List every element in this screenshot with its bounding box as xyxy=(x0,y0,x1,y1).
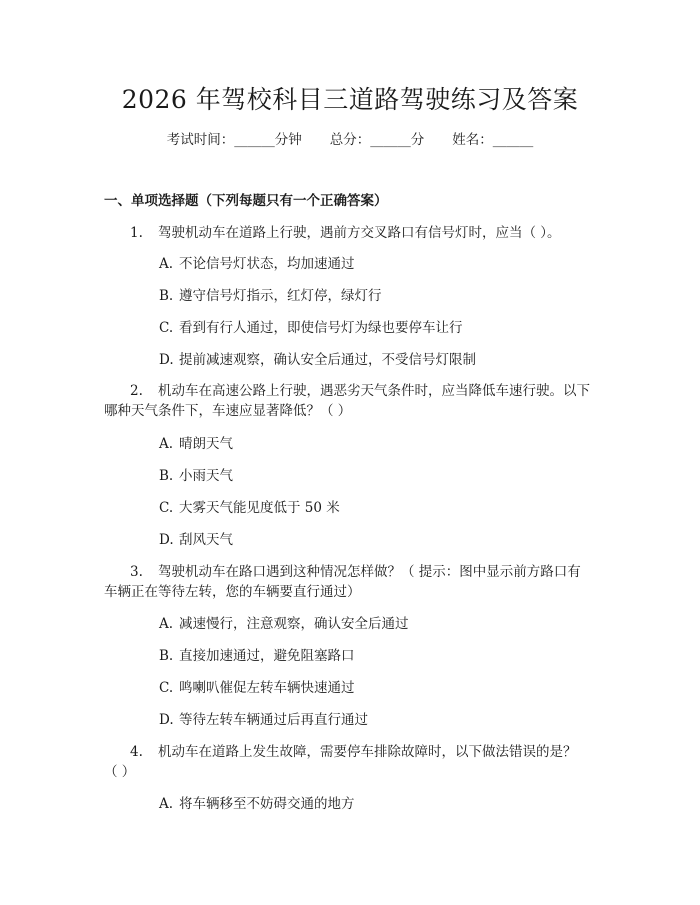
option-3a xyxy=(159,614,409,634)
question-4 xyxy=(104,742,596,762)
option-text: 看到有行人通过，即使信号灯为绿也要停车让行 xyxy=(179,320,463,336)
name-field: 姓名：______ xyxy=(452,132,534,148)
option-letter: C. xyxy=(159,500,174,516)
question-4-continued xyxy=(104,762,596,782)
section-heading: 一、单项选择题（下列每题只有一个正确答案） xyxy=(104,193,388,209)
option-3c xyxy=(159,678,355,698)
question-3 xyxy=(104,562,596,582)
option-text: 提前减速观察，确认安全后通过，不受信号灯限制 xyxy=(179,352,476,368)
question-3-continued xyxy=(104,582,596,602)
option-text: 减速慢行，注意观察，确认安全后通过 xyxy=(179,616,409,632)
question-text-continued: （ ） xyxy=(104,764,136,780)
option-text: 小雨天气 xyxy=(179,468,233,484)
question-2 xyxy=(104,381,596,401)
option-letter: C. xyxy=(159,680,174,696)
option-letter: B. xyxy=(159,648,174,664)
option-text: 将车辆移至不妨碍交通的地方 xyxy=(179,796,355,812)
option-4a xyxy=(159,794,355,814)
option-2a xyxy=(159,434,233,454)
option-2b xyxy=(159,466,233,486)
option-letter: A. xyxy=(159,616,174,632)
question-1 xyxy=(104,223,596,243)
option-text: 不论信号灯状态，均加速通过 xyxy=(179,256,355,272)
question-number: 3. xyxy=(130,564,143,580)
option-text: 鸣喇叭催促左转车辆快速通过 xyxy=(179,680,355,696)
option-text: 晴朗天气 xyxy=(179,436,233,452)
option-letter: D. xyxy=(159,532,174,548)
option-text: 直接加速通过，避免阻塞路口 xyxy=(179,648,355,664)
question-text: 驾驶机动车在道路上行驶，遇前方交叉路口有信号灯时，应当（ ）。 xyxy=(158,225,561,241)
question-text: 驾驶机动车在路口遇到这种情况怎样做？（ 提示：图中显示前方路口有 xyxy=(158,564,581,580)
option-2c xyxy=(159,498,340,518)
option-3b xyxy=(159,646,355,666)
option-letter: B. xyxy=(159,288,174,304)
document-title: 2026 年驾校科目三道路驾驶练习及答案 xyxy=(121,85,579,114)
option-text: 遵守信号灯指示，红灯停，绿灯行 xyxy=(179,288,382,304)
option-2d xyxy=(159,530,233,550)
exam-time-field: 考试时间：______分钟 xyxy=(166,132,302,148)
option-text: 等待左转车辆通过后再直行通过 xyxy=(179,712,368,728)
option-3d xyxy=(159,710,368,730)
option-letter: A. xyxy=(159,436,174,452)
option-letter: D. xyxy=(159,712,174,728)
option-text: 刮风天气 xyxy=(179,532,233,548)
option-1b xyxy=(159,286,382,306)
option-1a xyxy=(159,254,355,274)
option-1c xyxy=(159,318,463,338)
question-text: 机动车在高速公路上行驶，遇恶劣天气条件时，应当降低车速行驶。以下 xyxy=(158,383,590,399)
exam-meta xyxy=(0,130,700,150)
option-letter: B. xyxy=(159,468,174,484)
question-text-continued: 哪种天气条件下，车速应显著降低？（ ） xyxy=(104,403,352,419)
question-number: 1. xyxy=(130,225,143,241)
option-letter: D. xyxy=(159,352,174,368)
option-1d xyxy=(159,350,476,370)
question-number: 4. xyxy=(130,744,143,760)
option-letter: C. xyxy=(159,320,174,336)
question-text: 机动车在道路上发生故障，需要停车排除故障时，以下做法错误的是？ xyxy=(158,744,577,760)
total-score-field: 总分：______分 xyxy=(329,132,425,148)
option-text: 大雾天气能见度低于 50 米 xyxy=(179,500,340,516)
question-text-continued: 车辆正在等待左转，您的车辆要直行通过） xyxy=(104,584,361,600)
option-letter: A. xyxy=(159,256,174,272)
question-number: 2. xyxy=(130,383,143,399)
question-2-continued xyxy=(104,401,596,421)
option-letter: A. xyxy=(159,796,174,812)
